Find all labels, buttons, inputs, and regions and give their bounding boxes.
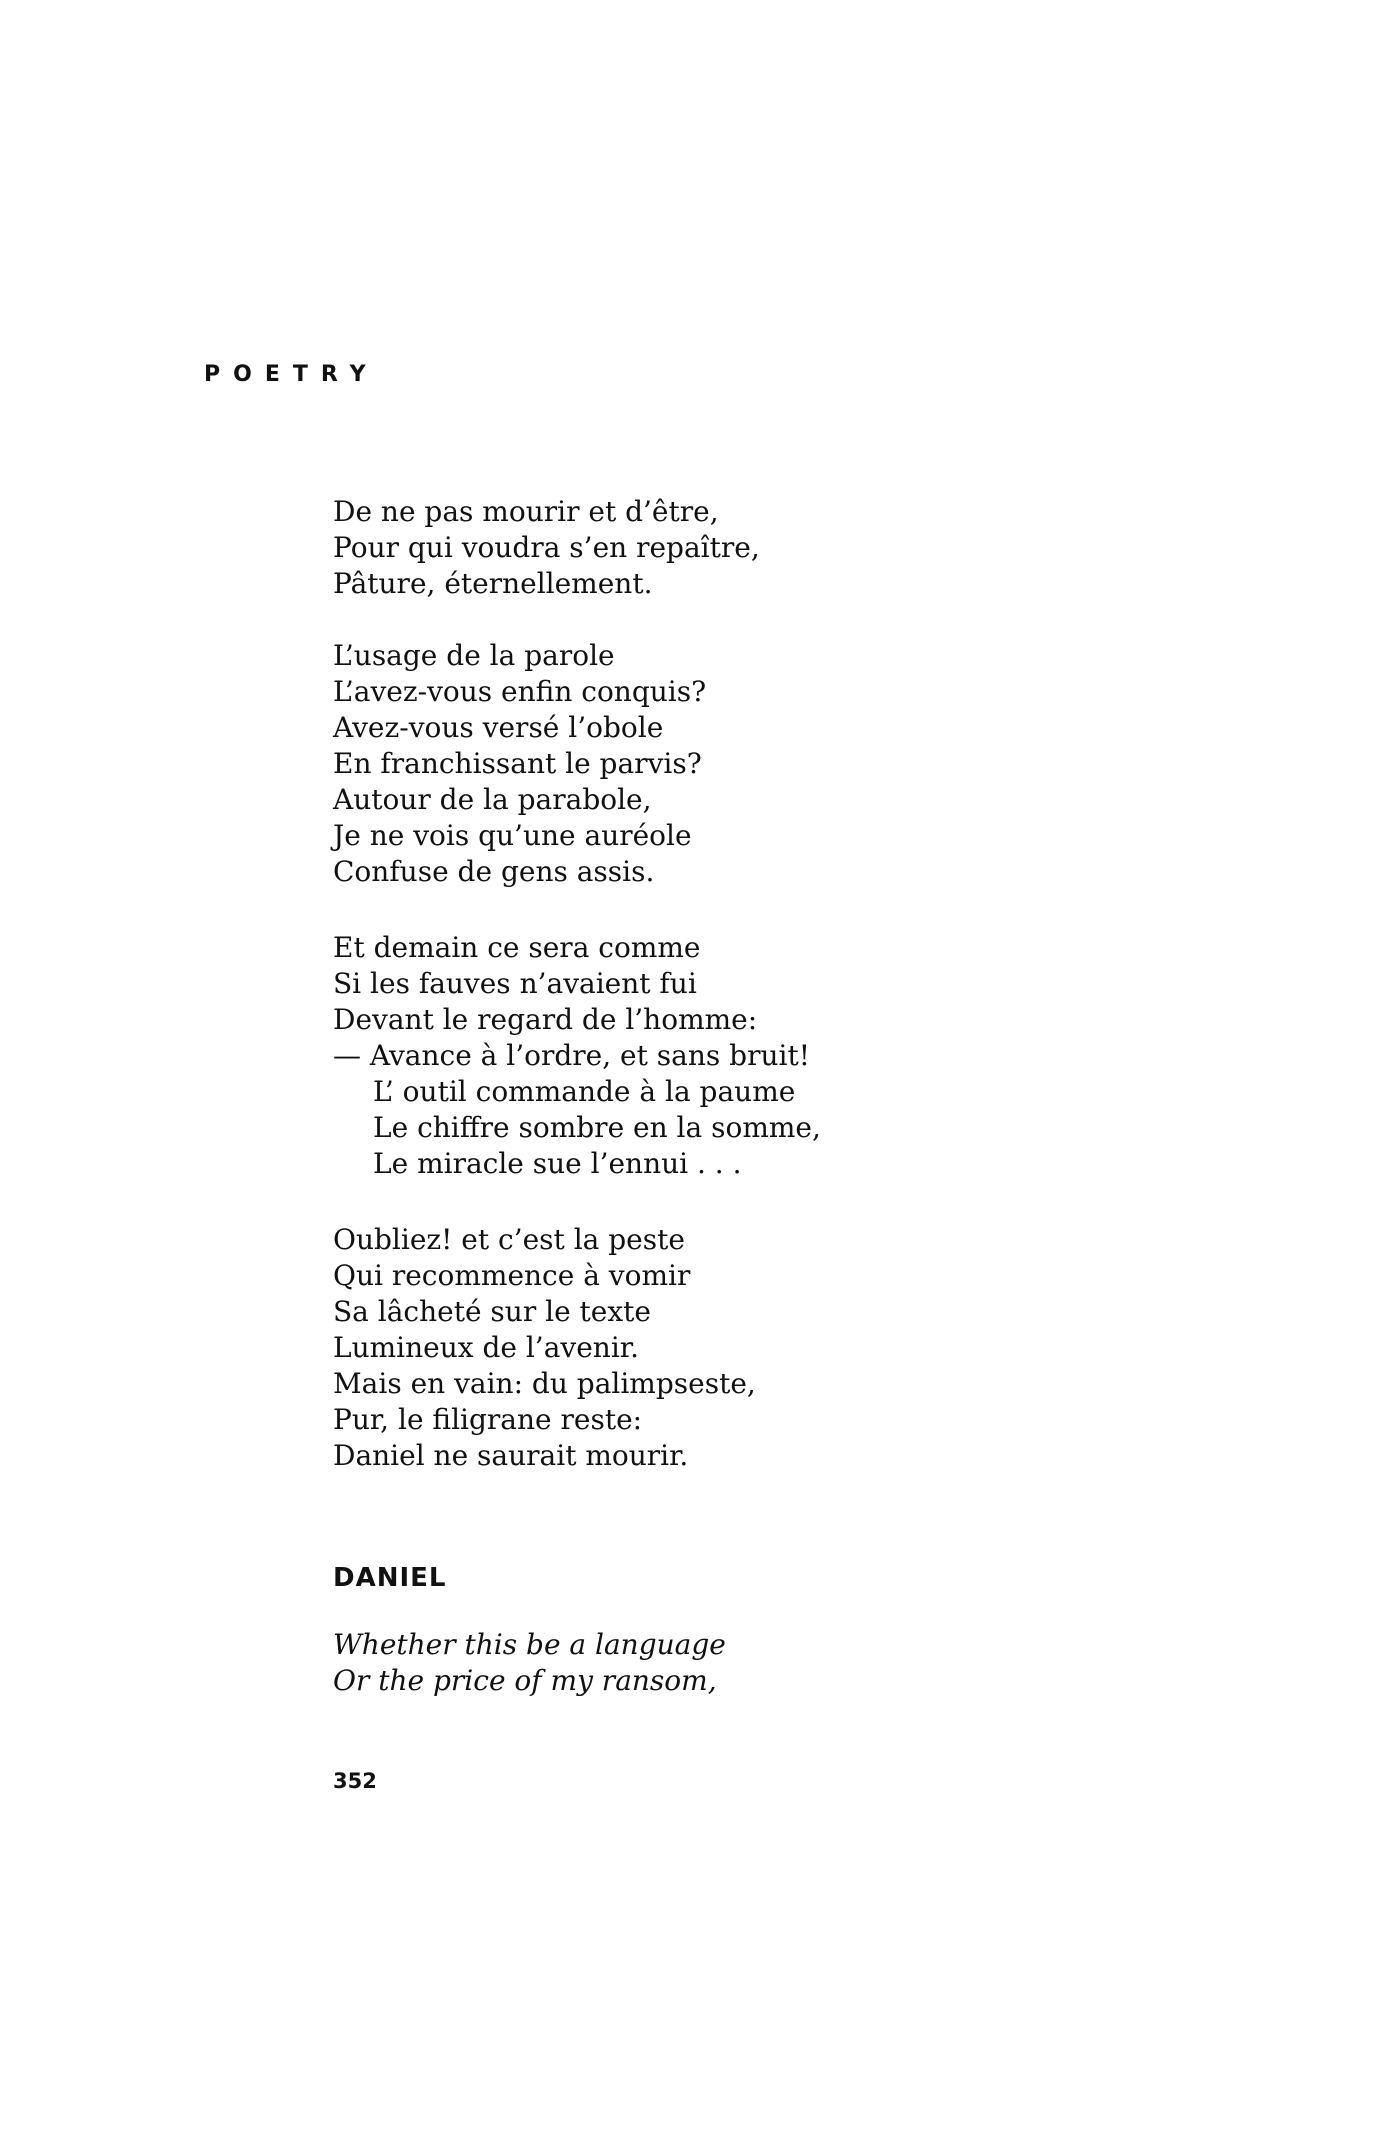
poem-line: Pur, le filigrane reste: [333,1403,643,1436]
translation-line: Whether this be a language [333,1628,726,1661]
poem-line: Pâture, éternellement. [333,567,653,600]
poem-line: Sa lâcheté sur le texte [333,1295,651,1328]
translation-line: Or the price of my ransom, [333,1664,717,1697]
poem-line: Oubliez! et c’est la peste [333,1223,685,1256]
poem-line: Lumineux de l’avenir. [333,1331,639,1364]
poem-line: L’usage de la parole [333,639,615,672]
poem-line: Devant le regard de l’homme: [333,1003,758,1036]
stanza-2 [333,638,706,890]
translation-stanza [333,1627,726,1699]
poem-line: Avez-vous versé l’obole [333,711,664,744]
poem-line: Pour qui voudra s’en repaître, [333,531,760,564]
poem-line: Daniel ne saurait mourir. [333,1439,689,1472]
poem-line: En franchissant le parvis? [333,747,702,780]
poem-line: Mais en vain: du palimpseste, [333,1367,756,1400]
poem-line: L’avez-vous enfin conquis? [333,675,707,708]
poem-line: Je ne vois qu’une auréole [333,819,692,852]
poem-line: Et demain ce sera comme [333,931,701,964]
poem-line: Autour de la parabole, [333,783,652,816]
page-number: 352 [333,1769,377,1793]
poem-line: Si les fauves n’avaient fui [333,967,697,1000]
stanza-4 [333,1222,756,1474]
running-head: POETRY [204,362,379,387]
stanza-1 [333,494,760,602]
poem-line-indented: Le miracle sue l’ennui . . . [373,1147,742,1180]
poem-line: Qui recommence à vomir [333,1259,691,1292]
poem-line-indented: Le chiffre sombre en la somme, [373,1111,821,1144]
stanza-3 [333,930,821,1182]
poem-line: — Avance à l’ordre, et sans bruit! [333,1039,810,1072]
poem-line-indented: L’ outil commande à la paume [373,1075,796,1108]
poem-line: De ne pas mourir et d’être, [333,495,719,528]
poem-line: Confuse de gens assis. [333,855,655,888]
section-title: DANIEL [333,1563,447,1593]
